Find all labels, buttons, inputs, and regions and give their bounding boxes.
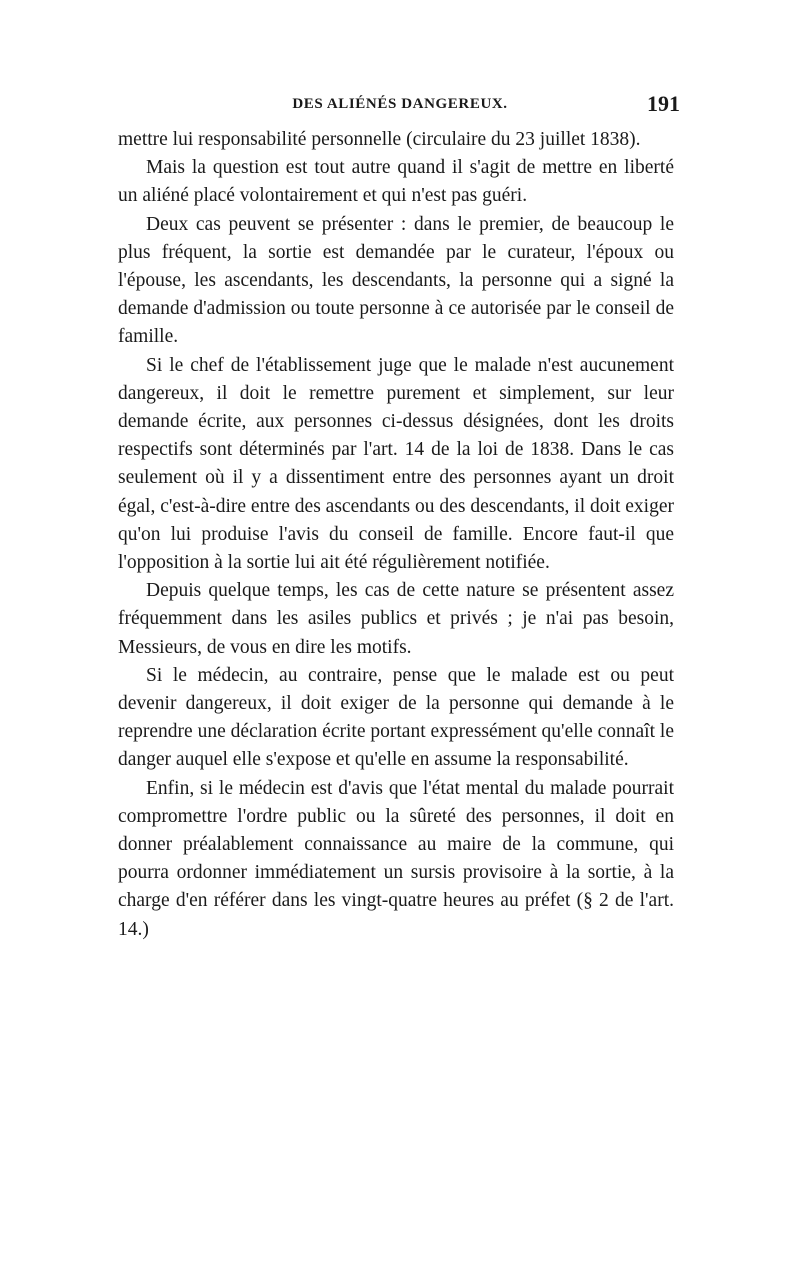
running-title: DES ALIÉNÉS DANGEREUX. [292,96,508,112]
paragraph: Enfin, si le médecin est d'avis que l'état mental du malade pourrait compromettre l'ordre public ou la sûreté des personnes, il doit en donner préalablement connaissance au maire de la commune, qui pourra ordonner immédiatement un sursis provisoire à la sortie, à la charge d'en référer dans les vingt-quatre heures au préfet (§ 2 de l'art. 14.) [118,777,674,940]
paragraph-continuation: mettre lui responsabilité personnelle (circulaire du 23 juillet 1838). [118,129,641,150]
body-text [118,126,674,944]
paragraph: Si le chef de l'établissement juge que le malade n'est aucunement dangereux, il doit le remettre purement et simplement, sur leur demande écrite, aux personnes ci-dessus désignées, dont les droits respectifs sont déterminés par l'art. 14 de la loi de 1838. Dans le cas seulement où il y a dissentiment entre des personnes ayant un droit égal, c'est-à-dire entre des ascendants ou des descendants, il doit exiger qu'on lui produise l'avis du conseil de famille. Encore faut-il que l'opposition à la sortie lui ait été régulièrement notifiée. [118,354,674,574]
running-head [120,93,680,117]
page-number: 191 [647,91,680,116]
paragraph: Deux cas peuvent se présenter : dans le premier, de beaucoup le plus fréquent, la sortie est demandée par le curateur, l'époux ou l'épouse, les ascendants, les descendants, la personne qui a signé la demande d'admission ou toute personne à ce autorisée par le conseil de famille. [118,213,674,348]
paragraph: Si le médecin, au contraire, pense que le malade est ou peut devenir dangereux, il doit exiger de la personne qui demande à le reprendre une déclaration écrite portant expressément qu'elle connaît le danger auquel elle s'expose et qu'elle en assume la responsabilité. [118,664,674,771]
paragraph: Depuis quelque temps, les cas de cette nature se présentent assez fréquemment dans les asiles publics et privés ; je n'ai pas besoin, Messieurs, de vous en dire les motifs. [118,580,674,658]
paragraph: Mais la question est tout autre quand il s'agit de mettre en liberté un aliéné placé volontairement et qui n'est pas guéri. [118,157,674,207]
